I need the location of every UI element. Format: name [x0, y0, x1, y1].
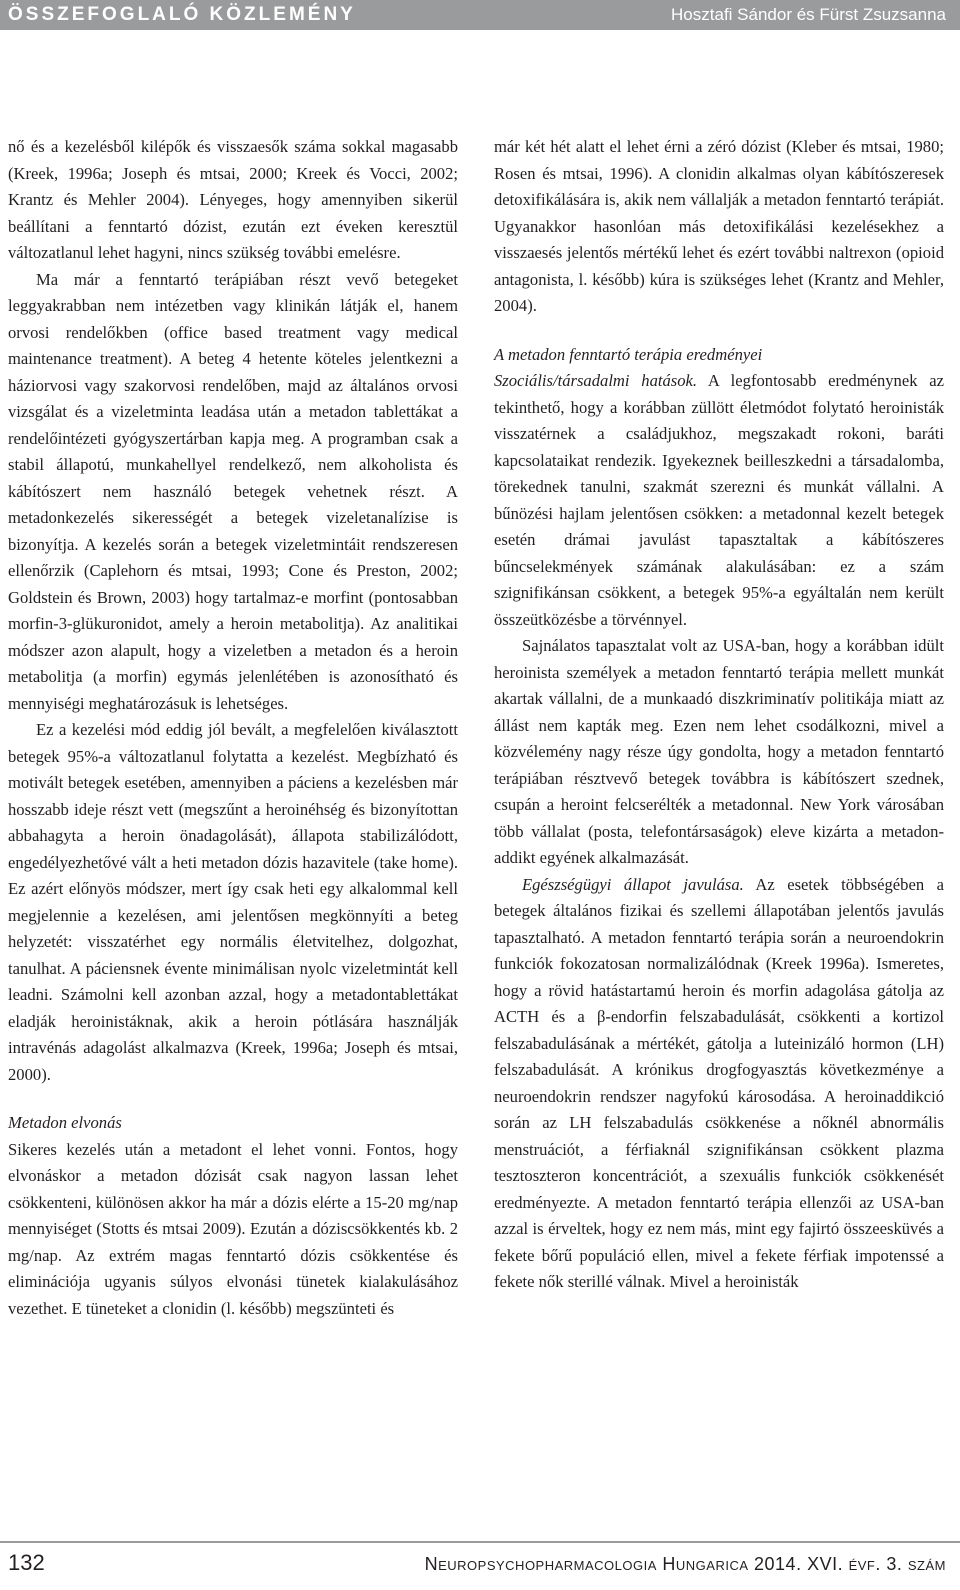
section-subheading: A metadon fenntartó terápia eredményei [494, 344, 763, 364]
paragraph: Sikeres kezelés után a metadont el lehet vonni. Fontos, hogy elvonáskor a metadon dózisát csak nagyon lassan lehet csökkenteni, különösen akkor ha már a dózis elérte a 15-20 mg/nap mennyiséget (Stotts és mtsai 2009). Ezután a dóziscsökkentés kb. 2 mg/nap. Az extrém magas fenntartó dózis csökkentése és eliminációja ugyanis súlyos elvonási tünetek kialakulásához vezethet. E tüneteket a clonidin (l. később) megszünteti és [8, 1139, 458, 1318]
page-number: 132 [8, 1550, 45, 1575]
run-in-heading: Szociális/társadalmi hatások. [494, 371, 698, 390]
paragraph [494, 368, 944, 633]
footer-rule [0, 1541, 960, 1543]
paragraph: már két hét alatt el lehet érni a zéró dózist (Kleber és mtsai, 1980; Rosen és mtsai, 1996). A clonidin alkalmas olyan kábítószeresek detoxifikálására is, akik nem vállalják a metadon fenntartó terápiát. Ugyanakkor hasonlóan más detoxifikálási kezelésekhez a visszaesés jelentős mértékű lehet és ezért további naltrexon (opioid antagonista, l. később) kúra is szükséges lehet (Krantz and Mehler, 2004). [494, 137, 944, 315]
journal-citation: Neuropsychopharmacologia Hungarica 2014. XVI. évf. 3. szám [424, 1554, 946, 1574]
paragraph: Ma már a fenntartó terápiában részt vevő betegeket leggyakrabban nem intézetben vagy klinikán látják el, hanem orvosi rendelőkben (office based treatment vagy medical maintenance treatment). A beteg 4 hetente köteles jelentkezni a háziorvosi vagy szakorvosi rendelőben, majd az általános orvosi vizsgálat és a vizeletminta leadása után a metadon tablettákat a rendelőintézeti gyógyszertárban kapja meg. A programban csak a stabil állapotú, munkahellyel rendelkező, nem alkoholista és kábítószert nem használó betegek vehetnek részt. A metadonkezelés sikerességét a betegek vizeletanalízise is bizonyítja. A kezelés során a betegek vizeletmintáit rendszeresen ellenőrzik (Caplehorn és mtsai, 1993; Cone és Preston, 2002; Goldstein és Brown, 2003) hogy tartalmaz-e morfint (pontosabban morfin-3-glükuronidot, amely a heroin metabolitja). Az analitikai módszer azon alapult, hogy a vizeletben a metadon és a heroin metabolitja (a morfin) egymás jelenlétében is azonosítható és mennyiségi meghatározásuk is lehetséges. [8, 269, 458, 713]
paragraph-text: Az esetek többségében a betegek általános fizikai és szellemi állapotában jelentős javulás tapasztalható. A metadon fenntartó terápia során a neuroendokrin funkciók fokozatosan normalizálódnak (Kreek 1996a). Ismeretes, hogy a rövid hatástartamú heroin és morfin adagolása gátolja az ACTH és a β-endorfin felszabadulását, csökkenti a kortizol felszabadulásának a mértékét, gátolja a luteinizáló hormon (LH) felszabadulását. A krónikus drogfogyasztás következménye a neuroendokrin rendszer nagyfokú károsodása. A heroinaddikció során az LH felszabadulás csökkenése a nőknél abnormális menstruációt, a férfiaknál szignifikánsan csökkent plazma tesztoszteron koncentrációt, a szexuális funkciók csökkenését eredményezte. A metadon fenntartó terápia ellenzői az USA-ban azzal is érveltek, hogy ez nem más, mint egy fajirtó összeesküvés a fekete bőrű populáció ellen, mivel a fekete férfiak impotenssé a fekete nők sterillé válnak. Mivel a heroinisták [494, 874, 944, 1291]
paragraph [494, 872, 944, 1296]
run-in-heading: Egészségügyi állapot javulása. [522, 874, 744, 894]
section-label: ÖSSZEFOGLALÓ KÖZLEMÉNY [8, 4, 356, 25]
section-subheading: Metadon elvonás [8, 1113, 122, 1132]
paragraph: Ez a kezelési mód eddig jól bevált, a megfelelően kiválasztott betegek 95%-a változatlanul folytatta a kezelést. Megbízható és motivált betegek esetében, amennyiben a páciens a kezelésben már hosszabb ideje részt vett (megszűnt a heroinéhség és bizonyítottan abbahagyta a heroin önadagolását), állapota stabilizálódott, engedélyezhetővé vált a heti metadon dózis hazavitele (take home). Ez azért előnyös módszer, mert így csak heti egy alkalommal kell megjelennie a kezelésen, ami jelentősen megkönnyíti a beteg helyzetét: visszatérhet egy normális életvitelhez, dolgozhat, tanulhat. A páciensnek évente minimálisan nyolc vizeletmintát kell leadni. Számolni kell azonban azzal, hogy a metadontablettákat eladják heroinistáknak, akik a heroin pótlására használják intravénás adagolást alkalmazva (Kreek, 1996a; Joseph és mtsai, 2000). [8, 720, 458, 1084]
paragraph: Sajnálatos tapasztalat volt az USA-ban, hogy a korábban idült heroinista személyek a metadon fenntartó terápia mellett munkát akartak vállalni, de a munkaadó diszkriminatív politikája miatt az állást nem kapták meg. Ezen nem lehet csodálkozni, mivel a közvélemény nagy része úgy gondolta, hogy a metadon fenntartó terápiában résztvevő betegek továbbra is kábítószert szednek, csupán a heroint felcserélték a metadonnal. New York városában több vállalat (posta, telefontársaságok) eleve kizárta a metadon-addikt egyének alkalmazását. [494, 636, 944, 867]
paragraph: nő és a kezelésből kilépők és visszaesők száma sokkal magasabb (Kreek, 1996a; Joseph és mtsai, 2000; Kreek és Vocci, 2002; Krantz és Mehler 2004). Lényeges, hogy amennyiben sikerül beállítani a fenntartó dózist, ezután ezt éveken keresztül változatlanul lehet hagyni, nincs szükség további emelésre. [8, 137, 458, 262]
running-header [0, 0, 960, 30]
left-column [8, 134, 458, 1322]
paragraph-text: A legfontosabb eredménynek az tekinthető, hogy a korábban züllött életmódot folytató heroinisták visszatérnek a családjukhoz, megszakadt rokoni, baráti kapcsolataikat rendezik. Igyekeznek beilleszkedni a társadalomba, törekednek tanulni, szakmát szerezni és munkát vállalni. A bűnözési hajlam jelentősen csökken: a metadonnal kezelt betegek esetén drámai javulást tapasztaltak a kábítószeres bűncselekmények számának alakulásában: ez a szám szignifikánsan csökkent, a betegek 95%-a egyáltalán nem került összeütközésbe a törvénnyel. [494, 371, 944, 629]
running-head-authors: Hosztafi Sándor és Fürst Zsuzsanna [671, 5, 946, 24]
right-column [494, 134, 944, 1296]
